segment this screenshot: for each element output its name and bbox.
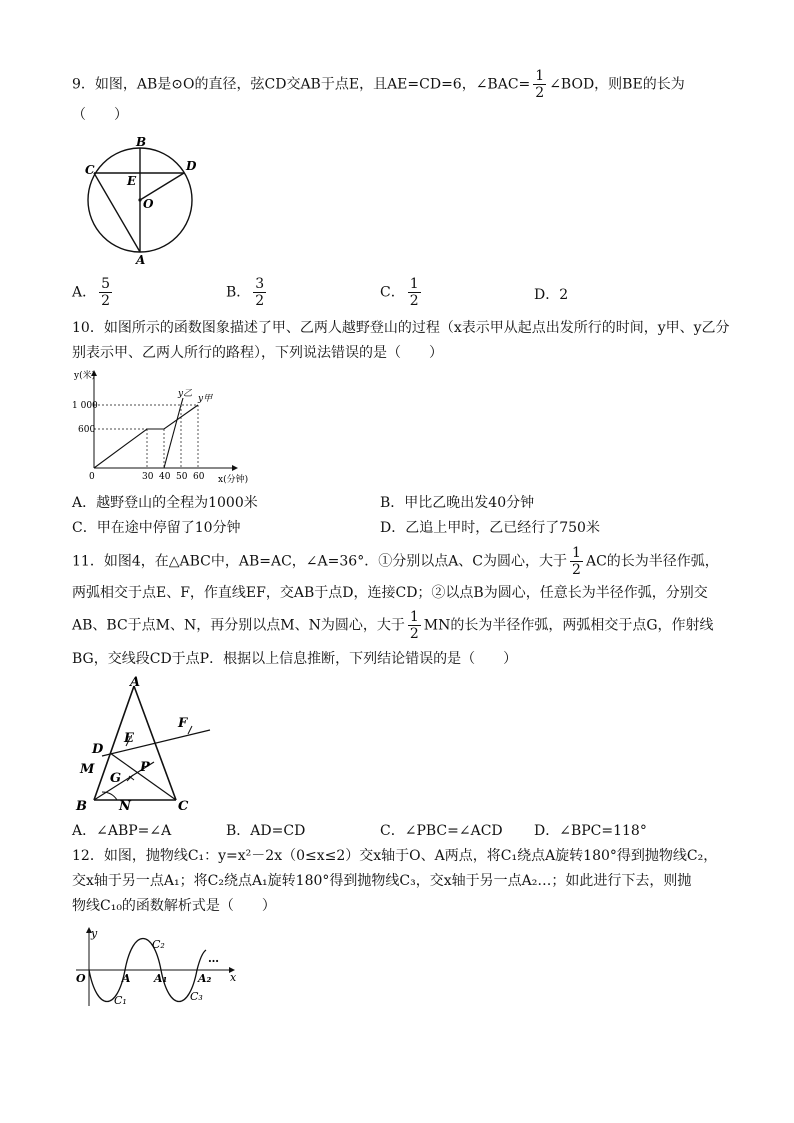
q11-label-e: E <box>124 731 134 746</box>
q9-label-e: E <box>127 174 137 188</box>
q10-line-1: 10．如图所示的函数图象描述了甲、乙两人越野登山的过程（x表示甲从起点出发所行的时间，y甲、y乙分 <box>72 320 730 336</box>
q10-option-b: B．甲比乙晚出发40分钟 <box>380 495 535 511</box>
q9-label-c: C <box>85 163 95 177</box>
q12-line-1: 12．如图，抛物线C₁：y=x²－2x（0≤x≤2）交x轴于O、A两点，将C₁绕点A旋转180°得到抛物线C₂， <box>72 848 718 864</box>
q10-option-c: C．甲在途中停留了10分钟 <box>72 520 241 536</box>
q10-xtick-0: 0 <box>89 472 95 482</box>
q11-label-a: A <box>130 675 141 690</box>
q12-label-dots: … <box>208 952 219 965</box>
q9-paren: （ ） <box>72 107 128 123</box>
q11-label-f: F <box>178 716 188 731</box>
q11-line-1: 11．如图4，在△ABC中，AB=AC，∠A=36°．①分别以点A、C为圆心，大于 $\frac{1}{2}$ AC的长为半径作弧， <box>72 545 719 578</box>
q9-fraction: $\frac{1}{2}$ <box>535 68 545 101</box>
q11-line-2: 两弧相交于点E、F，作直线EF，交AB于点D，连接CD；②以点B为圆心，任意长为半径作弧，分别交 <box>72 585 708 601</box>
q9-option-c: C． $\frac{1}{2}$ <box>380 276 419 309</box>
q12-label-o: O <box>76 972 86 985</box>
q10-line-2: 别表示甲、乙两人所行的路程），下列说法错误的是（ ） <box>72 345 443 361</box>
q11-fraction-2: $\frac{1}{2}$ <box>409 609 419 642</box>
question-9 <box>72 68 732 101</box>
q12-label-c1: C₁ <box>114 994 127 1007</box>
q9-label-a: A <box>136 253 146 267</box>
q10-x-label: x(分钟) <box>218 475 249 485</box>
q12-label-x: x <box>230 971 237 984</box>
q11-label-c: C <box>178 799 189 812</box>
q10-ytick-600: 600 <box>78 425 96 435</box>
q11-label-p: P <box>140 760 150 775</box>
q12-label-c2: C₂ <box>152 938 165 951</box>
q10-label-y-yi: y乙 <box>178 389 193 399</box>
q12-label-a1: A₁ <box>154 972 168 985</box>
q12-label-y: y <box>91 927 98 940</box>
q11-label-g: G <box>110 771 122 786</box>
q10-y-label: y(米) <box>74 371 96 381</box>
q11-label-n: N <box>119 799 131 812</box>
q11-line-4: BG，交线段CD于点P．根据以上信息推断，下列结论错误的是（ ） <box>72 651 518 667</box>
q10-xtick-60: 60 <box>193 472 205 482</box>
q11-label-d: D <box>92 742 104 757</box>
q10-graph <box>72 368 252 486</box>
q9-label-b: B <box>136 135 147 149</box>
q9-option-d: D．2 <box>534 287 569 303</box>
q9-label-o: O <box>143 197 154 211</box>
q10-xtick-30: 30 <box>142 472 154 482</box>
q10-label-y-jia: y甲 <box>198 394 213 404</box>
q12-label-c3: C₃ <box>190 990 203 1003</box>
q10-option-a: A．越野登山的全程为1000米 <box>72 495 258 511</box>
q9-text-b: ∠BOD，则BE的长为 <box>549 76 685 93</box>
q12-label-a: A <box>122 972 131 985</box>
q10-xtick-40: 40 <box>159 472 171 482</box>
q11-label-b: B <box>76 799 87 812</box>
q10-xtick-50: 50 <box>176 472 188 482</box>
q12-parabola-figure <box>72 924 242 1008</box>
q12-line-2: 交x轴于另一点A₁；将C₂绕点A₁旋转180°得到抛物线C₃，交x轴于另一点A₂…；如此进行下去，则抛 <box>72 873 692 889</box>
q11-option-b: B．AD=CD <box>226 823 306 839</box>
q12-line-3: 物线C₁₀的函数解析式是（ ） <box>72 898 276 914</box>
q11-option-c: C．∠PBC=∠ACD <box>380 823 503 839</box>
q11-option-a: A．∠ABP=∠A <box>72 823 172 839</box>
q10-ytick-1000: 1 000 <box>72 401 98 411</box>
q9-label-d: D <box>186 159 197 173</box>
q12-label-a2: A₂ <box>198 972 212 985</box>
q11-line-3: AB、BC于点M、N，再分别以点M、N为圆心，大于 $\frac{1}{2}$ MN的长为半径作弧，两弧相交于点G，作射线 <box>72 609 714 642</box>
q9-option-a: A． $\frac{5}{2}$ <box>72 276 111 309</box>
q11-triangle-figure <box>72 674 222 812</box>
q9-text-a: 9．如图，AB是⊙O的直径，弦CD交AB于点E，且AE=CD=6，∠BAC= <box>72 76 531 93</box>
q11-option-d: D．∠BPC=118° <box>534 823 647 839</box>
q9-option-b: B． $\frac{3}{2}$ <box>226 276 265 309</box>
q9-circle-figure <box>80 132 200 267</box>
q11-label-m: M <box>80 762 95 777</box>
q11-fraction-1: $\frac{1}{2}$ <box>572 545 581 578</box>
q10-option-d: D．乙追上甲时，乙已经行了750米 <box>380 520 600 536</box>
